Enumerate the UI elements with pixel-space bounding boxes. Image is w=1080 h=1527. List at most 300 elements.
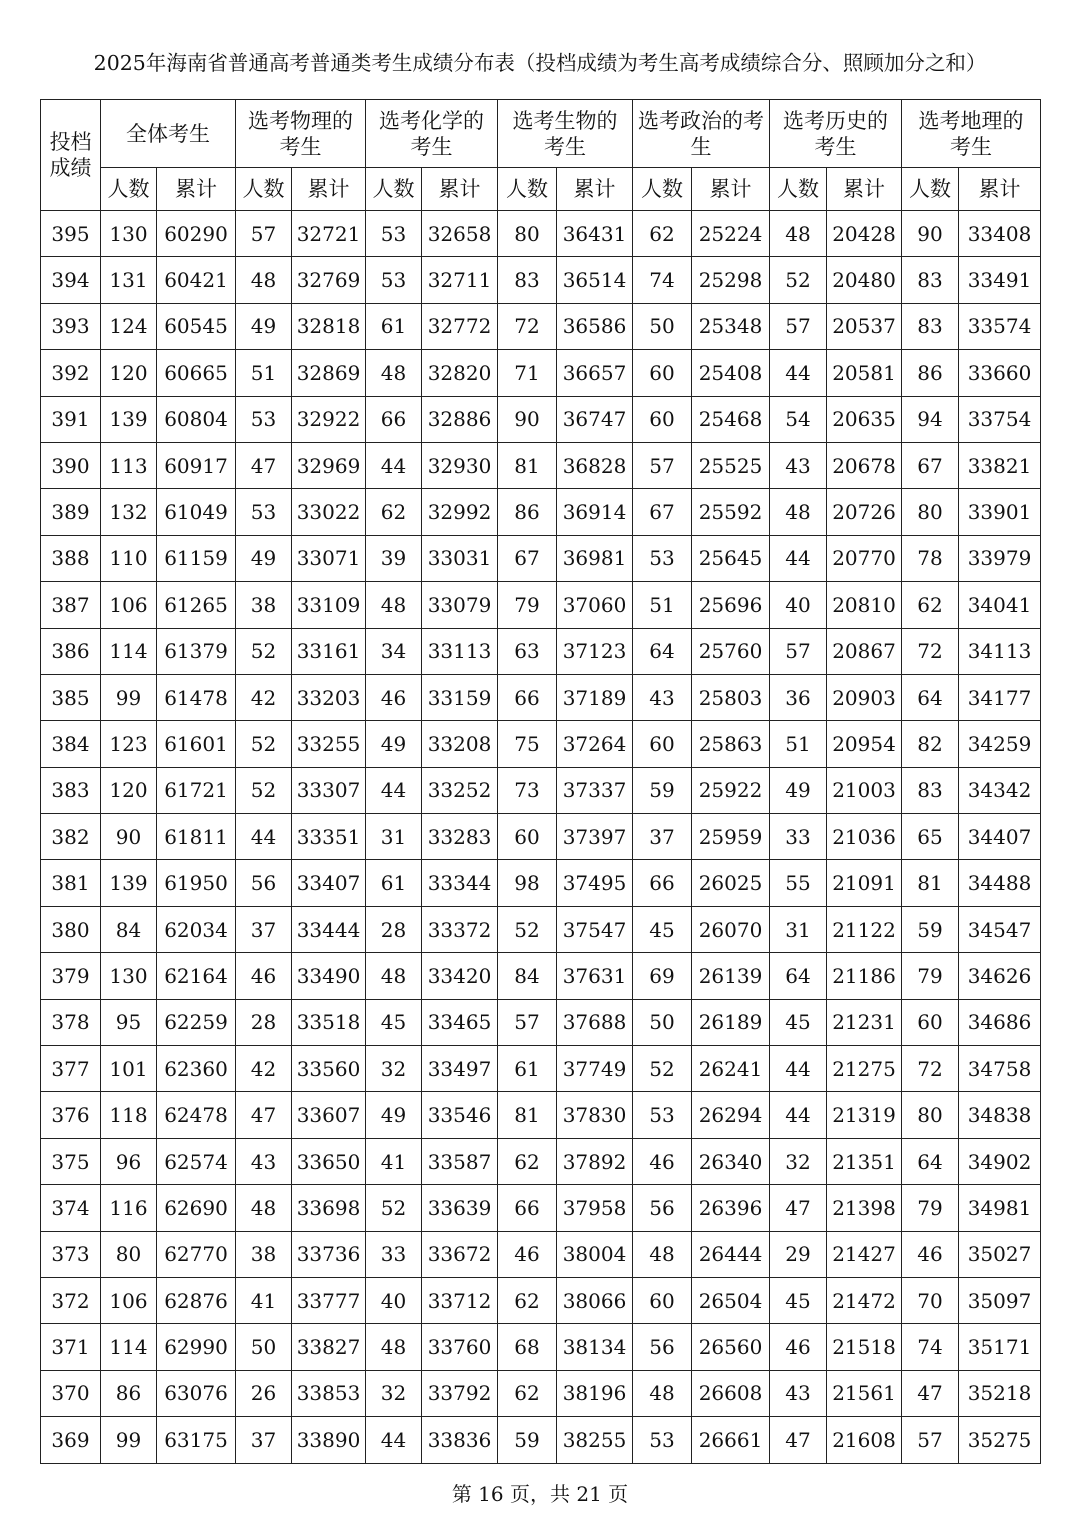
count-cell: 66	[366, 396, 422, 442]
cumulative-cell: 26661	[692, 1417, 770, 1463]
table-body	[41, 211, 1041, 1464]
cumulative-cell: 20810	[827, 582, 902, 628]
cumulative-cell: 37123	[557, 628, 633, 674]
count-cell: 80	[902, 489, 959, 535]
count-cell: 48	[366, 1324, 422, 1370]
count-cell: 33	[770, 814, 827, 860]
cumulative-cell: 32818	[292, 303, 366, 349]
count-cell: 106	[101, 1277, 157, 1323]
table-row	[41, 674, 1041, 720]
cumulative-cell: 60917	[157, 442, 236, 488]
cumulative-cell: 32820	[422, 350, 498, 396]
sub-header-row	[41, 168, 1041, 211]
count-cell: 62	[366, 489, 422, 535]
count-cell: 37	[236, 906, 292, 952]
count-cell: 45	[770, 1277, 827, 1323]
cumulative-header: 累计	[827, 168, 902, 211]
cumulative-cell: 37749	[557, 1046, 633, 1092]
count-cell: 40	[366, 1277, 422, 1323]
score-cell: 377	[41, 1046, 101, 1092]
cumulative-cell: 21036	[827, 814, 902, 860]
count-cell: 78	[902, 535, 959, 581]
cumulative-cell: 37892	[557, 1138, 633, 1184]
count-cell: 75	[498, 721, 557, 767]
score-cell: 391	[41, 396, 101, 442]
count-cell: 48	[770, 211, 827, 257]
count-cell: 74	[902, 1324, 959, 1370]
cumulative-header: 累计	[157, 168, 236, 211]
count-header: 人数	[366, 168, 422, 211]
score-cell: 379	[41, 953, 101, 999]
count-cell: 59	[498, 1417, 557, 1463]
count-cell: 59	[633, 767, 692, 813]
cumulative-cell: 25224	[692, 211, 770, 257]
cumulative-cell: 36747	[557, 396, 633, 442]
cumulative-cell: 33161	[292, 628, 366, 674]
table-row	[41, 1046, 1041, 1092]
table-row	[41, 442, 1041, 488]
cumulative-cell: 60665	[157, 350, 236, 396]
count-cell: 60	[633, 396, 692, 442]
count-cell: 53	[236, 396, 292, 442]
table-row	[41, 1231, 1041, 1277]
cumulative-cell: 34342	[959, 767, 1041, 813]
cumulative-cell: 37189	[557, 674, 633, 720]
count-cell: 101	[101, 1046, 157, 1092]
cumulative-cell: 33344	[422, 860, 498, 906]
cumulative-cell: 32922	[292, 396, 366, 442]
count-cell: 57	[498, 999, 557, 1045]
group-header-row	[41, 100, 1041, 168]
count-cell: 124	[101, 303, 157, 349]
count-cell: 60	[633, 350, 692, 396]
count-cell: 120	[101, 767, 157, 813]
count-cell: 83	[902, 257, 959, 303]
cumulative-cell: 33208	[422, 721, 498, 767]
cumulative-cell: 25803	[692, 674, 770, 720]
count-cell: 67	[902, 442, 959, 488]
cumulative-cell: 36586	[557, 303, 633, 349]
count-cell: 72	[498, 303, 557, 349]
count-cell: 44	[770, 350, 827, 396]
table-row	[41, 628, 1041, 674]
cumulative-cell: 60421	[157, 257, 236, 303]
count-cell: 47	[770, 1417, 827, 1463]
cumulative-cell: 25348	[692, 303, 770, 349]
cumulative-cell: 37337	[557, 767, 633, 813]
cumulative-cell: 62164	[157, 953, 236, 999]
cumulative-cell: 37060	[557, 582, 633, 628]
cumulative-cell: 21608	[827, 1417, 902, 1463]
cumulative-cell: 33560	[292, 1046, 366, 1092]
cumulative-cell: 32711	[422, 257, 498, 303]
count-cell: 130	[101, 211, 157, 257]
cumulative-cell: 62574	[157, 1138, 236, 1184]
count-cell: 29	[770, 1231, 827, 1277]
cumulative-cell: 33698	[292, 1185, 366, 1231]
table-row	[41, 767, 1041, 813]
score-cell: 387	[41, 582, 101, 628]
count-cell: 64	[902, 674, 959, 720]
count-cell: 43	[770, 1370, 827, 1416]
group-header: 选考生物的考生	[498, 100, 633, 168]
table-row	[41, 1185, 1041, 1231]
cumulative-cell: 33420	[422, 953, 498, 999]
cumulative-cell: 37830	[557, 1092, 633, 1138]
count-cell: 79	[498, 582, 557, 628]
cumulative-cell: 33444	[292, 906, 366, 952]
count-cell: 48	[366, 953, 422, 999]
cumulative-cell: 38255	[557, 1417, 633, 1463]
count-cell: 106	[101, 582, 157, 628]
cumulative-cell: 33587	[422, 1138, 498, 1184]
cumulative-cell: 25525	[692, 442, 770, 488]
count-cell: 84	[498, 953, 557, 999]
cumulative-cell: 61950	[157, 860, 236, 906]
count-cell: 56	[633, 1185, 692, 1231]
count-cell: 53	[236, 489, 292, 535]
cumulative-cell: 38134	[557, 1324, 633, 1370]
count-cell: 62	[902, 582, 959, 628]
cumulative-cell: 21003	[827, 767, 902, 813]
cumulative-cell: 33465	[422, 999, 498, 1045]
cumulative-cell: 32658	[422, 211, 498, 257]
count-cell: 139	[101, 396, 157, 442]
count-cell: 42	[236, 674, 292, 720]
cumulative-cell: 36981	[557, 535, 633, 581]
score-cell: 373	[41, 1231, 101, 1277]
cumulative-cell: 36431	[557, 211, 633, 257]
count-cell: 46	[236, 953, 292, 999]
table-row	[41, 953, 1041, 999]
count-cell: 96	[101, 1138, 157, 1184]
count-header: 人数	[770, 168, 827, 211]
count-cell: 113	[101, 442, 157, 488]
score-header: 投档成绩	[41, 100, 101, 211]
cumulative-cell: 32886	[422, 396, 498, 442]
count-cell: 57	[236, 211, 292, 257]
count-cell: 53	[633, 1417, 692, 1463]
count-cell: 45	[633, 906, 692, 952]
cumulative-cell: 33853	[292, 1370, 366, 1416]
cumulative-cell: 26025	[692, 860, 770, 906]
cumulative-cell: 33712	[422, 1277, 498, 1323]
cumulative-cell: 33827	[292, 1324, 366, 1370]
cumulative-cell: 20954	[827, 721, 902, 767]
count-cell: 46	[498, 1231, 557, 1277]
count-cell: 50	[633, 999, 692, 1045]
cumulative-cell: 33836	[422, 1417, 498, 1463]
count-cell: 118	[101, 1092, 157, 1138]
cumulative-cell: 36914	[557, 489, 633, 535]
count-cell: 66	[498, 1185, 557, 1231]
count-header: 人数	[236, 168, 292, 211]
cumulative-cell: 34686	[959, 999, 1041, 1045]
count-cell: 49	[366, 1092, 422, 1138]
count-cell: 55	[770, 860, 827, 906]
count-cell: 62	[498, 1370, 557, 1416]
cumulative-cell: 33672	[422, 1231, 498, 1277]
cumulative-cell: 20537	[827, 303, 902, 349]
count-cell: 54	[770, 396, 827, 442]
cumulative-cell: 21091	[827, 860, 902, 906]
count-cell: 82	[902, 721, 959, 767]
count-cell: 72	[902, 628, 959, 674]
cumulative-cell: 62770	[157, 1231, 236, 1277]
cumulative-cell: 21275	[827, 1046, 902, 1092]
score-cell: 370	[41, 1370, 101, 1416]
cumulative-cell: 26241	[692, 1046, 770, 1092]
count-cell: 48	[236, 1185, 292, 1231]
score-cell: 384	[41, 721, 101, 767]
score-cell: 376	[41, 1092, 101, 1138]
cumulative-cell: 33777	[292, 1277, 366, 1323]
score-cell: 386	[41, 628, 101, 674]
cumulative-cell: 20678	[827, 442, 902, 488]
cumulative-cell: 32869	[292, 350, 366, 396]
cumulative-cell: 33754	[959, 396, 1041, 442]
cumulative-cell: 20480	[827, 257, 902, 303]
cumulative-cell: 33890	[292, 1417, 366, 1463]
cumulative-cell: 34547	[959, 906, 1041, 952]
score-cell: 374	[41, 1185, 101, 1231]
table-row	[41, 303, 1041, 349]
cumulative-cell: 21319	[827, 1092, 902, 1138]
table-row	[41, 582, 1041, 628]
count-cell: 114	[101, 628, 157, 674]
cumulative-cell: 32772	[422, 303, 498, 349]
table-row	[41, 1277, 1041, 1323]
count-cell: 48	[366, 350, 422, 396]
count-cell: 116	[101, 1185, 157, 1231]
cumulative-cell: 26396	[692, 1185, 770, 1231]
count-cell: 32	[366, 1370, 422, 1416]
count-cell: 90	[101, 814, 157, 860]
count-cell: 48	[366, 582, 422, 628]
count-cell: 52	[498, 906, 557, 952]
table-row	[41, 535, 1041, 581]
cumulative-cell: 33255	[292, 721, 366, 767]
cumulative-cell: 61811	[157, 814, 236, 860]
count-cell: 51	[633, 582, 692, 628]
cumulative-cell: 33736	[292, 1231, 366, 1277]
count-cell: 67	[498, 535, 557, 581]
count-cell: 90	[902, 211, 959, 257]
count-cell: 32	[366, 1046, 422, 1092]
cumulative-cell: 32721	[292, 211, 366, 257]
count-cell: 120	[101, 350, 157, 396]
count-cell: 67	[633, 489, 692, 535]
cumulative-cell: 60804	[157, 396, 236, 442]
cumulative-cell: 21398	[827, 1185, 902, 1231]
group-header: 全体考生	[101, 100, 236, 168]
count-cell: 36	[770, 674, 827, 720]
count-cell: 46	[902, 1231, 959, 1277]
table-row	[41, 814, 1041, 860]
count-cell: 79	[902, 1185, 959, 1231]
count-cell: 46	[366, 674, 422, 720]
cumulative-cell: 20581	[827, 350, 902, 396]
cumulative-cell: 33283	[422, 814, 498, 860]
count-cell: 41	[366, 1138, 422, 1184]
cumulative-cell: 36657	[557, 350, 633, 396]
count-cell: 47	[236, 442, 292, 488]
count-cell: 99	[101, 1417, 157, 1463]
document-title: 2025年海南省普通高考普通类考生成绩分布表（投档成绩为考生高考成绩综合分、照顾加分之和）	[93, 51, 987, 75]
count-cell: 44	[770, 1046, 827, 1092]
score-cell: 385	[41, 674, 101, 720]
table-row	[41, 1092, 1041, 1138]
score-cell: 371	[41, 1324, 101, 1370]
table-row	[41, 489, 1041, 535]
count-cell: 83	[902, 303, 959, 349]
cumulative-cell: 21561	[827, 1370, 902, 1416]
group-header: 选考政治的考生	[633, 100, 770, 168]
cumulative-cell: 35027	[959, 1231, 1041, 1277]
cumulative-cell: 33113	[422, 628, 498, 674]
score-cell: 389	[41, 489, 101, 535]
count-cell: 52	[633, 1046, 692, 1092]
count-cell: 57	[770, 628, 827, 674]
count-cell: 53	[366, 257, 422, 303]
count-cell: 81	[498, 442, 557, 488]
count-cell: 123	[101, 721, 157, 767]
cumulative-cell: 37958	[557, 1185, 633, 1231]
cumulative-cell: 26189	[692, 999, 770, 1045]
count-cell: 52	[770, 257, 827, 303]
cumulative-cell: 25468	[692, 396, 770, 442]
table-row	[41, 1324, 1041, 1370]
cumulative-cell: 33760	[422, 1324, 498, 1370]
count-cell: 48	[236, 257, 292, 303]
cumulative-cell: 34838	[959, 1092, 1041, 1138]
count-cell: 57	[902, 1417, 959, 1463]
cumulative-header: 累计	[292, 168, 366, 211]
count-cell: 31	[366, 814, 422, 860]
count-cell: 43	[770, 442, 827, 488]
count-cell: 95	[101, 999, 157, 1045]
cumulative-cell: 34259	[959, 721, 1041, 767]
count-cell: 46	[633, 1138, 692, 1184]
count-cell: 49	[366, 721, 422, 767]
table-row	[41, 721, 1041, 767]
cumulative-cell: 37264	[557, 721, 633, 767]
cumulative-cell: 34177	[959, 674, 1041, 720]
cumulative-cell: 34626	[959, 953, 1041, 999]
count-cell: 56	[236, 860, 292, 906]
cumulative-cell: 61478	[157, 674, 236, 720]
count-header: 人数	[101, 168, 157, 211]
count-cell: 37	[633, 814, 692, 860]
count-header: 人数	[633, 168, 692, 211]
cumulative-cell: 38066	[557, 1277, 633, 1323]
cumulative-cell: 33490	[292, 953, 366, 999]
score-cell: 369	[41, 1417, 101, 1463]
cumulative-cell: 26070	[692, 906, 770, 952]
count-cell: 44	[366, 442, 422, 488]
cumulative-cell: 34407	[959, 814, 1041, 860]
cumulative-cell: 25863	[692, 721, 770, 767]
count-cell: 57	[770, 303, 827, 349]
cumulative-cell: 36514	[557, 257, 633, 303]
count-cell: 26	[236, 1370, 292, 1416]
cumulative-cell: 62876	[157, 1277, 236, 1323]
count-cell: 114	[101, 1324, 157, 1370]
cumulative-cell: 25592	[692, 489, 770, 535]
cumulative-cell: 62478	[157, 1092, 236, 1138]
cumulative-cell: 33079	[422, 582, 498, 628]
cumulative-cell: 20867	[827, 628, 902, 674]
count-cell: 84	[101, 906, 157, 952]
count-cell: 64	[770, 953, 827, 999]
cumulative-cell: 26340	[692, 1138, 770, 1184]
cumulative-cell: 26294	[692, 1092, 770, 1138]
count-cell: 61	[366, 860, 422, 906]
cumulative-cell: 25696	[692, 582, 770, 628]
table-row	[41, 257, 1041, 303]
cumulative-cell: 34488	[959, 860, 1041, 906]
table-row	[41, 860, 1041, 906]
cumulative-cell: 62259	[157, 999, 236, 1045]
cumulative-cell: 26608	[692, 1370, 770, 1416]
cumulative-cell: 61601	[157, 721, 236, 767]
count-cell: 47	[236, 1092, 292, 1138]
cumulative-cell: 35218	[959, 1370, 1041, 1416]
cumulative-cell: 33901	[959, 489, 1041, 535]
count-cell: 28	[366, 906, 422, 952]
count-cell: 53	[366, 211, 422, 257]
count-cell: 64	[633, 628, 692, 674]
count-cell: 51	[236, 350, 292, 396]
cumulative-cell: 35097	[959, 1277, 1041, 1323]
cumulative-cell: 21472	[827, 1277, 902, 1323]
cumulative-cell: 20770	[827, 535, 902, 581]
group-header: 选考物理的考生	[236, 100, 366, 168]
cumulative-cell: 33639	[422, 1185, 498, 1231]
count-header: 人数	[498, 168, 557, 211]
cumulative-cell: 26139	[692, 953, 770, 999]
cumulative-cell: 25922	[692, 767, 770, 813]
table-row	[41, 211, 1041, 257]
cumulative-cell: 33792	[422, 1370, 498, 1416]
cumulative-cell: 33497	[422, 1046, 498, 1092]
cumulative-cell: 61049	[157, 489, 236, 535]
count-cell: 139	[101, 860, 157, 906]
count-cell: 61	[366, 303, 422, 349]
score-cell: 381	[41, 860, 101, 906]
count-cell: 52	[236, 721, 292, 767]
cumulative-cell: 26444	[692, 1231, 770, 1277]
cumulative-cell: 63175	[157, 1417, 236, 1463]
score-cell: 393	[41, 303, 101, 349]
cumulative-header: 累计	[959, 168, 1041, 211]
score-cell: 395	[41, 211, 101, 257]
cumulative-cell: 33203	[292, 674, 366, 720]
count-cell: 48	[633, 1231, 692, 1277]
count-cell: 31	[770, 906, 827, 952]
cumulative-cell: 26560	[692, 1324, 770, 1370]
cumulative-cell: 33307	[292, 767, 366, 813]
count-cell: 47	[902, 1370, 959, 1416]
count-cell: 80	[101, 1231, 157, 1277]
cumulative-cell: 33546	[422, 1092, 498, 1138]
cumulative-cell: 38004	[557, 1231, 633, 1277]
count-cell: 66	[498, 674, 557, 720]
count-cell: 83	[902, 767, 959, 813]
count-cell: 40	[770, 582, 827, 628]
count-cell: 45	[366, 999, 422, 1045]
count-cell: 94	[902, 396, 959, 442]
